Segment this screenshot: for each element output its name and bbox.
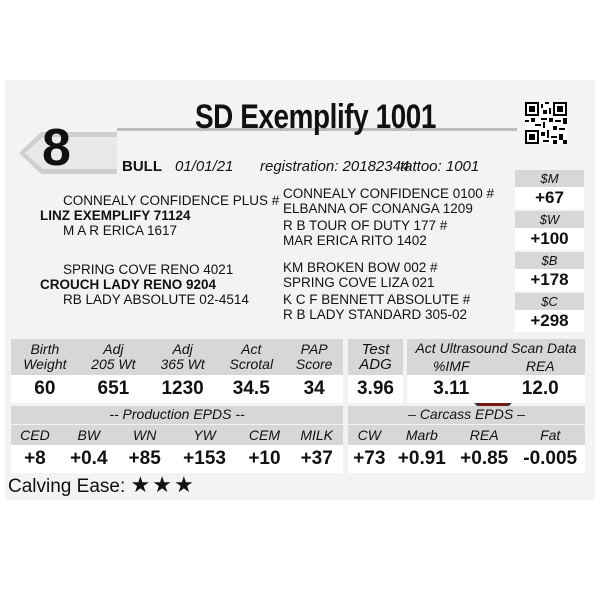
epd-cw: +73 [348,445,391,473]
epd-cem: +10 [239,445,291,473]
calving-ease [8,472,196,498]
sd-dam: MAR ERICA RITO 1402 [283,233,427,248]
ds-sire: KM BROKEN BOW 002 # [283,260,438,275]
epd-marb: +0.91 [391,445,453,473]
tattoo: tattoo: 1001 [400,158,480,175]
index-w [515,211,584,250]
ss-sire: CONNEALY CONFIDENCE 0100 # [283,186,495,201]
ss-dam: ELBANNA OF CONANGA 1209 [283,201,473,216]
scan-header-imf: %IMF [407,357,496,375]
epd-header-wn: WN [119,425,171,445]
production-epds-title: -- Production EPDS -- [11,406,343,424]
adg-value: 3.96 [348,375,403,403]
index-m-value: +67 [515,187,584,209]
perf-header-scrotal: Act Scrotal [217,339,285,375]
epd-milk: +37 [290,445,343,473]
epd-header-marb: Marb [391,425,453,445]
lot-number: 8 [42,119,71,177]
index-b [515,252,584,291]
production-epds-table [11,425,343,473]
index-c [515,293,584,332]
perf-205-wt: 651 [79,375,148,403]
epd-header-milk: MILK [290,425,343,445]
sex-label: BULL [122,158,162,175]
dam: CROUCH LADY RENO 9204 [40,277,217,292]
carcass-epds-table [348,425,585,473]
epd-header-fat: Fat [515,425,585,445]
epd-bw: +0.4 [59,445,119,473]
perf-header-205: Adj 205 Wt [79,339,148,375]
perf-header-birth-weight: Birth Weight [11,339,79,375]
index-w-label: $W [515,211,584,228]
epd-yw: +153 [171,445,239,473]
index-m [515,170,584,209]
index-b-value: +178 [515,269,584,291]
dd-dam: R B LADY STANDARD 305-02 [283,307,468,322]
index-w-value: +100 [515,228,584,250]
epd-header-yw: YW [171,425,239,445]
adg-header: Test ADG [348,339,403,375]
epd-header-cw: CW [348,425,391,445]
index-b-label: $B [515,252,584,269]
perf-birth-weight: 60 [11,375,79,403]
adg-table [348,339,403,403]
calving-ease-label: Calving Ease: [8,476,126,497]
sd-sire: R B TOUR OF DUTY 177 # [283,218,448,233]
lot-badge [5,119,117,184]
carcass-epds-title: – Carcass EPDS – [348,406,585,424]
epd-header-cem: CEM [239,425,291,445]
perf-pap: 34 [285,375,343,403]
scan-header-rea: REA [496,357,586,375]
registration-number: registration: 20182344 [260,158,410,175]
performance-table [11,339,343,403]
epd-header-rea: REA [453,425,515,445]
dam-sire: SPRING COVE RENO 4021 [63,262,234,277]
sire: LINZ EXEMPLIFY 71124 [40,208,191,223]
scan-table [407,339,585,403]
index-c-label: $C [515,293,584,310]
dam-dam: RB LADY ABSOLUTE 02-4514 [63,292,249,307]
calving-ease-stars: ★★★ [130,472,196,497]
ds-dam: SPRING COVE LIZA 021 [283,275,435,290]
epd-rea: +0.85 [453,445,515,473]
lot-card [5,80,595,500]
index-m-label: $M [515,170,584,187]
perf-scrotal: 34.5 [217,375,285,403]
scan-imf: 3.11 [407,375,496,403]
index-c-value: +298 [515,310,584,332]
perf-header-365: Adj 365 Wt [148,339,217,375]
sire-dam: M A R ERICA 1617 [63,223,178,238]
epd-header-ced: CED [11,425,59,445]
epd-ced: +8 [11,445,59,473]
sire-sire: CONNEALY CONFIDENCE PLUS # [63,193,280,208]
perf-365-wt: 1230 [148,375,217,403]
animal-name: SD Exemplify 1001 [195,98,436,136]
perf-header-pap: PAP Score [285,339,343,375]
epd-header-bw: BW [59,425,119,445]
dd-sire: K C F BENNETT ABSOLUTE # [283,292,471,307]
scan-rea: 12.0 [496,375,586,403]
scan-title: Act Ultrasound Scan Data [407,339,585,357]
birth-date: 01/01/21 [175,158,234,175]
epd-fat: -0.005 [515,445,585,473]
epd-wn: +85 [119,445,171,473]
qr-code [525,102,567,144]
